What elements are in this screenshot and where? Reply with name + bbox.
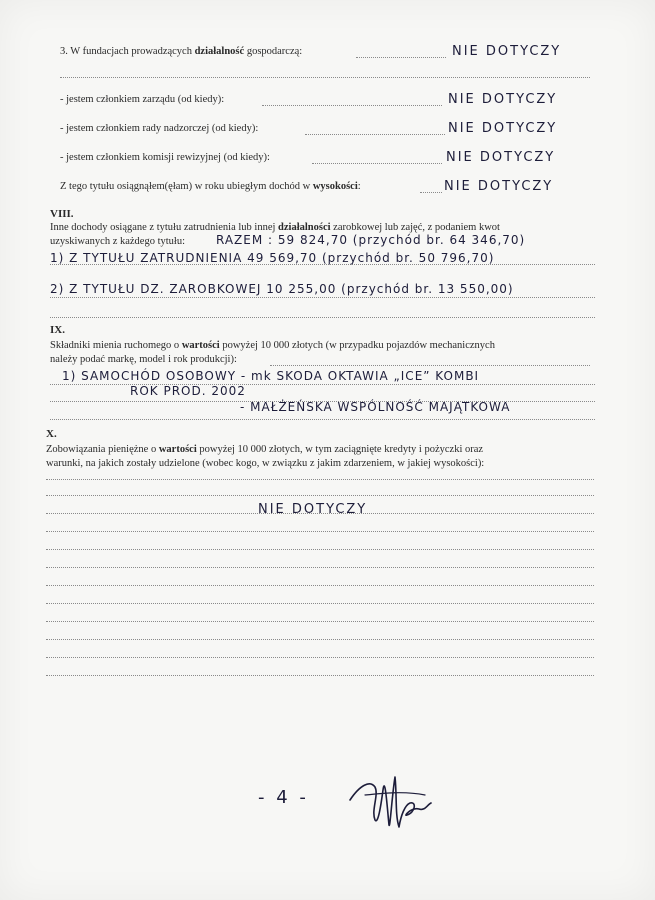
other-income-total: RAZEM : 59 824,70 (przychód br. 64 346,70): [216, 233, 526, 247]
dotted-line: [356, 56, 446, 58]
dotted-line: [46, 656, 594, 658]
dotted-line: [46, 584, 594, 586]
dotted-line: [270, 364, 590, 366]
other-income-employment: 1) Z TYTUŁU ZATRUDNIENIA 49 569,70 (przychód br. 50 796,70): [50, 251, 495, 265]
section-x-description-2: warunki, na jakich zostały udzielone (wobec kogo, w związku z jakim zdarzeniem, w jakiej wysokości):: [46, 458, 485, 469]
dotted-line: [50, 316, 595, 318]
dotted-line: [46, 478, 594, 480]
dotted-line: [312, 162, 442, 164]
section-viii-description-1: Inne dochody osiągane z tytułu zatrudnienia lub innej działalności zarobkowej lub zajęć, z podaniem kwot: [50, 222, 500, 233]
section-ix-heading: IX.: [50, 324, 65, 336]
management-board-answer: NIE DOTYCZY: [448, 92, 558, 107]
dotted-line: [305, 133, 445, 135]
dotted-line: [60, 76, 590, 78]
dotted-line: [46, 548, 594, 550]
dotted-line: [46, 512, 594, 514]
other-income-business: 2) Z TYTUŁU DZ. ZAROBKOWEJ 10 255,00 (przychód br. 13 550,00): [50, 282, 514, 296]
dotted-line: [420, 191, 442, 193]
section-viii-heading: VIII.: [50, 208, 74, 220]
dotted-line: [46, 602, 594, 604]
page-number: - 4 -: [258, 787, 309, 808]
dotted-line: [262, 104, 442, 106]
income-answer: NIE DOTYCZY: [444, 179, 554, 194]
section-ix-description-1: Składniki mienia ruchomego o wartości powyżej 10 000 złotych (w przypadku pojazdów mechanicznych: [50, 340, 495, 351]
foundations-label: 3. W fundacjach prowadzących działalność gospodarczą:: [60, 46, 303, 57]
section-ix-description-2: należy podać markę, model i rok produkcji):: [50, 354, 237, 365]
section-x-heading: X.: [46, 428, 57, 440]
supervisory-board-answer: NIE DOTYCZY: [448, 121, 558, 136]
dotted-line: [46, 494, 594, 496]
dotted-line: [46, 674, 594, 676]
dotted-line: [46, 638, 594, 640]
dotted-line: [46, 530, 594, 532]
dotted-line: [46, 566, 594, 568]
supervisory-board-label: - jestem członkiem rady nadzorczej (od kiedy):: [60, 123, 259, 134]
foundations-answer: NIE DOTYCZY: [452, 44, 562, 59]
section-viii-description-2: uzyskiwanych z każdego tytułu:: [50, 236, 186, 247]
management-board-label: - jestem członkiem zarządu (od kiedy):: [60, 94, 225, 105]
dotted-line: [50, 418, 595, 420]
movable-assets-production-year: ROK PROD. 2002: [130, 384, 246, 398]
section-x-description-1: Zobowiązania pieniężne o wartości powyżej 10 000 złotych, w tym zaciągnięte kredyty i pożyczki oraz: [46, 444, 484, 455]
audit-committee-label: - jestem członkiem komisji rewizyjnej (od kiedy):: [60, 152, 270, 163]
movable-assets-vehicle: 1) SAMOCHÓD OSOBOWY - mk SKODA OKTAWIA „ICE” KOMBI: [62, 369, 480, 383]
dotted-line: [50, 296, 595, 298]
liabilities-answer: NIE DOTYCZY: [258, 502, 368, 517]
income-label: Z tego tytułu osiągnąłem(ęłam) w roku ubiegłym dochód w wysokości:: [60, 181, 361, 192]
dotted-line: [46, 620, 594, 622]
audit-committee-answer: NIE DOTYCZY: [446, 150, 556, 165]
movable-assets-ownership: - MAŁŻEŃSKA WSPÓLNOŚĆ MAJĄTKOWA: [240, 400, 511, 414]
signature-icon: [345, 765, 435, 835]
